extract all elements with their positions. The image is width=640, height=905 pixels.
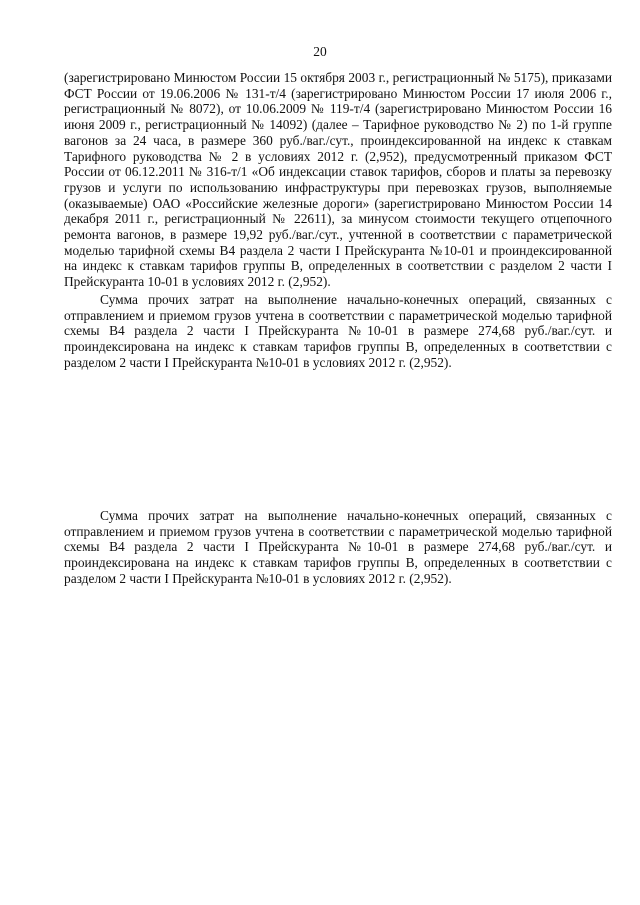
document-body [64,70,612,586]
paragraph-continuation: (зарегистрировано Минюстом России 15 октября 2003 г., регистрационный № 5175), приказами ФСТ России от 19.06.2006 № 131-т/4 (зарегистрировано Минюстом России 17 июля 2006 г., регистрационный № 8072), от 10.06.2009 № 119-т/4 (зарегистрировано Минюстом России 16 июня 2009 г., регистрационный № 14092) (далее – Тарифное руководство № 2) по 1-й группе вагонов за 24 часа, в размере 360 руб./ваг./сут., проиндексированной на индекс к ставкам Тарифного руководства № 2 в условиях 2012 г. (2,952), предусмотренный приказом ФСТ России от 06.12.2011 № 316-т/1 «Об индексации ставок тарифов, сборов и платы за перевозку грузов и услуги по использованию инфраструктуры при перевозках грузов, выполняемые (оказываемые) ОАО «Российские железные дороги» (зарегистрировано Минюстом России 14 декабря 2011 г., регистрационный № 22611), за минусом стоимости текущего отцепочного ремонта вагонов, в размере 19,92 руб./ваг./сут., учтенной в соответствии с параметрической моделью тарифной схемы В4 раздела 2 части I Прейскуранта №10-01 и проиндексированной на индекс к ставкам тарифов группы В, определенных в соответствии с разделом 2 части I Прейскуранта 10-01 в условиях 2012 г. (2,952). [64,70,612,290]
paragraph-other-costs-repeat: Сумма прочих затрат на выполнение начально-конечных операций, связанных с отправлением и приемом грузов учтена в соответствии с параметрической моделью тарифной схемы В4 раздела 2 части I Прейскуранта №10-01 в размере 274,68 руб./ваг./сут. и проиндексирована на индекс к ставкам тарифов группы В, определенных в соответствии с разделом 2 части I Прейскуранта №10-01 в условиях 2012 г. (2,952). [64,508,612,586]
paragraph-other-costs: Сумма прочих затрат на выполнение начально-конечных операций, связанных с отправлением и приемом грузов учтена в соответствии с параметрической моделью тарифной схемы В4 раздела 2 части I Прейскуранта №10-01 в размере 274,68 руб./ваг./сут. и проиндексирована на индекс к ставкам тарифов группы В, определенных в соответствии с разделом 2 части I Прейскуранта №10-01 в условиях 2012 г. (2,952). [64,291,612,370]
page-number: 20 [313,44,327,59]
